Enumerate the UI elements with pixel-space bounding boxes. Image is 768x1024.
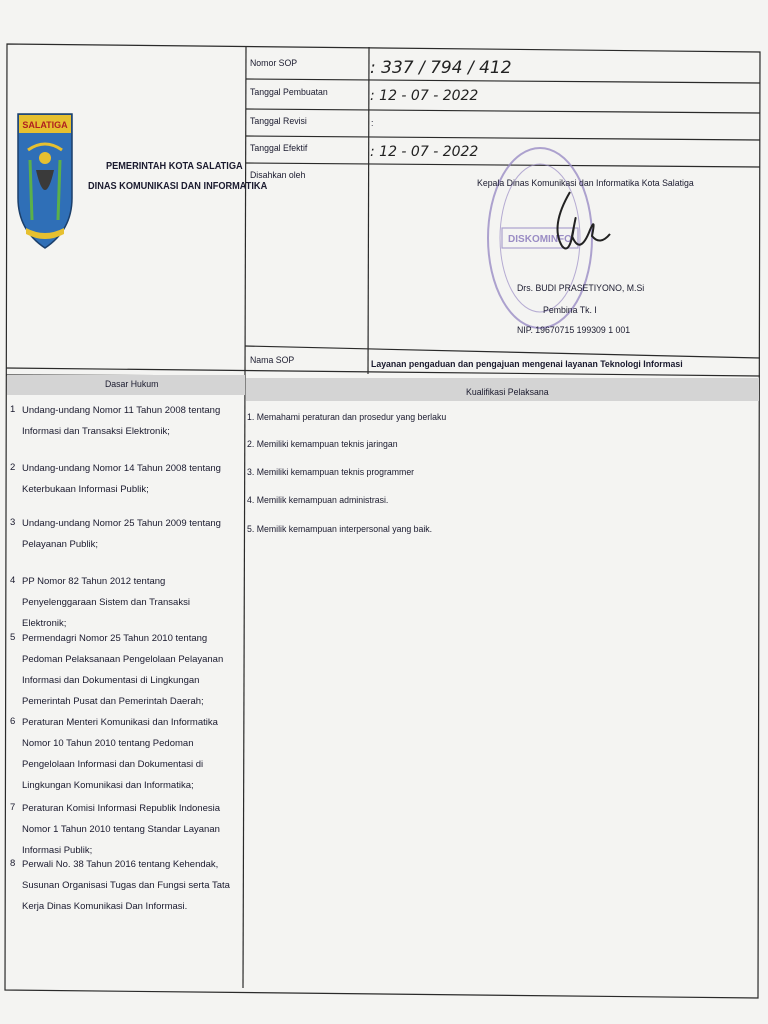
efektif-label: Tanggal Efektif xyxy=(250,143,308,154)
signer-nip: NIP. 19670715 199309 1 001 xyxy=(517,325,631,336)
item-text: Perwali No. 38 Tahun 2016 tentang Kehendak, Susunan Organisasi Tugas dan Fungsi serta Tata Kerja Dinas Komunikasi Dan Informasi. xyxy=(22,859,230,912)
item-number: 6 xyxy=(10,716,16,727)
stamp-text: DISKOMINFO xyxy=(508,234,572,245)
nama-sop-label: Nama SOP xyxy=(250,355,295,366)
pembuatan-label: Tanggal Pembuatan xyxy=(250,87,328,98)
item-text: Undang-undang Nomor 25 Tahun 2009 tentang Pelayanan Publik; xyxy=(22,518,221,550)
item-text: Undang-undang Nomor 11 Tahun 2008 tentang Informasi dan Transaksi Elektronik; xyxy=(22,405,221,437)
logo-label: SALATIGA xyxy=(22,120,68,130)
nomor-value: : 337 / 794 / 412 xyxy=(370,58,512,78)
org-line1: PEMERINTAH KOTA SALATIGA xyxy=(106,161,243,172)
nomor-label: Nomor SOP xyxy=(250,58,298,69)
dasar-hukum-heading: Dasar Hukum xyxy=(105,379,159,390)
item-text: PP Nomor 82 Tahun 2012 tentang Penyelenggaraan Sistem dan Transaksi Elektronik; xyxy=(22,576,190,629)
signature xyxy=(540,186,620,266)
efektif-value: : 12 - 07 - 2022 xyxy=(370,144,479,160)
pembuatan-value: : 12 - 07 - 2022 xyxy=(370,88,479,104)
revisi-label: Tanggal Revisi xyxy=(250,116,307,127)
kualifikasi-heading: Kualifikasi Pelaksana xyxy=(466,387,549,398)
revisi-value: : xyxy=(371,118,374,129)
item-number: 1 xyxy=(10,404,16,415)
disahkan-label: Disahkan oleh xyxy=(250,170,306,181)
item-number: 2 xyxy=(10,462,16,473)
nama-sop-value: Layanan pengaduan dan pengajuan mengenai layanan Teknologi Informasi xyxy=(371,359,683,370)
item-text: Peraturan Menteri Komunikasi dan Informatika Nomor 10 Tahun 2010 tentang Pedoman Pengelolaan Informasi dan Dokumentasi di Lingkungan Komunikasi dan Informatika; xyxy=(22,717,218,791)
item-text: Permendagri Nomor 25 Tahun 2010 tentang Pedoman Pelaksanaan Pengelolaan Pelayanan Informasi dan Dokumentasi di Lingkungan Pemerintah Pusat dan Pemerintah Daerah; xyxy=(22,633,224,707)
item-number: 4 xyxy=(10,575,16,586)
list-item: 1. Memahami peraturan dan prosedur yang berlaku xyxy=(247,412,447,423)
list-item: 4. Memilik kemampuan administrasi. xyxy=(247,495,389,506)
list-item: 2. Memiliki kemampuan teknis jaringan xyxy=(247,439,398,450)
salatiga-logo xyxy=(16,110,74,252)
signer-name: Drs. BUDI PRASETIYONO, M.Si xyxy=(517,283,645,294)
item-number: 5 xyxy=(10,632,16,643)
item-number: 3 xyxy=(10,517,16,528)
list-item: 5. Memilik kemampuan interpersonal yang baik. xyxy=(247,524,433,535)
list-item: 3. Memiliki kemampuan teknis programmer xyxy=(247,467,415,478)
item-number: 8 xyxy=(10,858,16,869)
org-line2: DINAS KOMUNIKASI DAN INFORMATIKA xyxy=(88,181,268,192)
item-number: 7 xyxy=(10,802,16,813)
signer-title: Kepala Dinas Komunikasi dan Informatika Kota Salatiga xyxy=(477,178,694,189)
signer-rank: Pembina Tk. I xyxy=(543,305,597,316)
item-text: Undang-undang Nomor 14 Tahun 2008 tentang Keterbukaan Informasi Publik; xyxy=(22,463,221,495)
item-text: Peraturan Komisi Informasi Republik Indonesia Nomor 1 Tahun 2010 tentang Standar Layanan Informasi Publik; xyxy=(22,803,221,856)
